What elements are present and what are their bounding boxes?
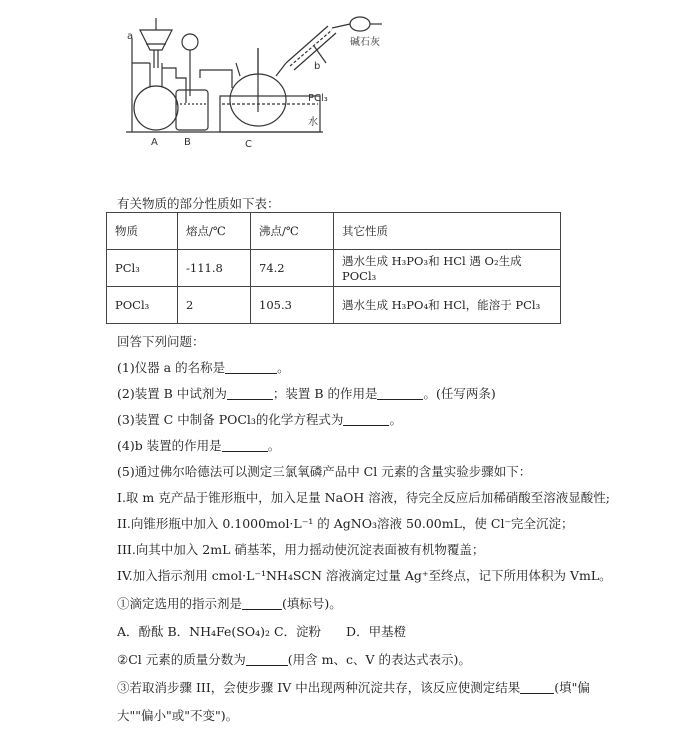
label-A: A	[151, 137, 158, 148]
table-cell: PCl₃	[107, 250, 178, 287]
sub-question-2: ②Cl 元素的质量分数为 (用含 m、c、V 的表达式表示)。	[117, 652, 471, 667]
label-soda-lime: 碱石灰	[350, 37, 380, 48]
table-cell: 2	[178, 287, 251, 324]
table-row	[107, 250, 561, 287]
question-4: (4)b 装置的作用是 。	[117, 438, 281, 453]
table-cell: 遇水生成 H₃PO₃和 HCl 遇 O₂生成 POCl₃	[334, 250, 561, 287]
label-water: 水	[308, 117, 318, 128]
label-a: a	[127, 31, 134, 42]
header-cell: 其它性质	[334, 213, 561, 250]
question-3: (3)装置 C 中制备 POCl₃的化学方程式为 。	[117, 412, 402, 427]
answer-blank	[242, 597, 282, 610]
table-cell: -111.8	[178, 250, 251, 287]
answer-blank	[246, 653, 288, 666]
question-2: (2)装置 B 中试剂为 ；装置 B 的作用是 。(任写两条)	[117, 386, 496, 401]
sub-question-3-continued: 大""偏小"或"不变")。	[117, 708, 239, 723]
header-cell: 熔点/℃	[178, 213, 251, 250]
answer-options: A．酚酞 B．NH₄Fe(SO₄)₂ C．淀粉 D．甲基橙	[117, 624, 407, 639]
table-cell: 74.2	[251, 250, 334, 287]
answer-blank	[227, 387, 273, 400]
table-row	[107, 287, 561, 324]
step-2: II.向锥形瓶中加入 0.1000mol·L⁻¹ 的 AgNO₃溶液 50.00mL，使 Cl⁻完全沉淀；	[117, 516, 574, 531]
step-1: I.取 m 克产品于锥形瓶中，加入足量 NaOH 溶液，待完全反应后加稀硝酸至溶液显酸性;	[117, 490, 610, 505]
question-5: (5)通过佛尔哈德法可以测定三氯氧磷产品中 Cl 元素的含量实验步骤如下：	[117, 464, 532, 479]
table-cell: 遇水生成 H₃PO₄和 HCl，能溶于 PCl₃	[334, 287, 561, 324]
table-cell: 105.3	[251, 287, 334, 324]
apparatus-figure	[118, 8, 418, 158]
questions-intro: 回答下列问题：	[117, 334, 205, 349]
step-3: III.向其中加入 2mL 硝基苯，用力摇动使沉淀表面被有机物覆盖；	[117, 542, 485, 557]
answer-blank	[222, 439, 268, 452]
table-header-row	[107, 213, 561, 250]
apparatus-drawing	[118, 8, 418, 158]
label-B: B	[184, 137, 191, 148]
sub-question-3: ③若取消步骤 III，会使步骤 IV 中出现两种沉淀共存，该反应使测定结果 (填"偏	[117, 680, 590, 695]
answer-blank	[520, 681, 554, 694]
table-intro: 有关物质的部分性质如下表：	[117, 196, 280, 211]
label-C: C	[245, 139, 252, 150]
step-4: IV.加入指示剂用 cmol·L⁻¹NH₄SCN 溶液滴定过量 Ag⁺至终点，记下所用体积为 VmL。	[117, 568, 612, 583]
question-1: (1)仪器 a 的名称是 。	[117, 360, 290, 375]
answer-blank	[377, 387, 423, 400]
properties-table	[106, 212, 561, 324]
answer-blank	[225, 361, 277, 374]
header-cell: 沸点/℃	[251, 213, 334, 250]
label-b: b	[314, 61, 321, 72]
answer-blank	[343, 413, 389, 426]
header-cell: 物质	[107, 213, 178, 250]
sub-question-1: ①滴定选用的指示剂是 (填标号)。	[117, 596, 342, 611]
table-cell: POCl₃	[107, 287, 178, 324]
label-pcl3: PCl₃	[308, 93, 328, 104]
